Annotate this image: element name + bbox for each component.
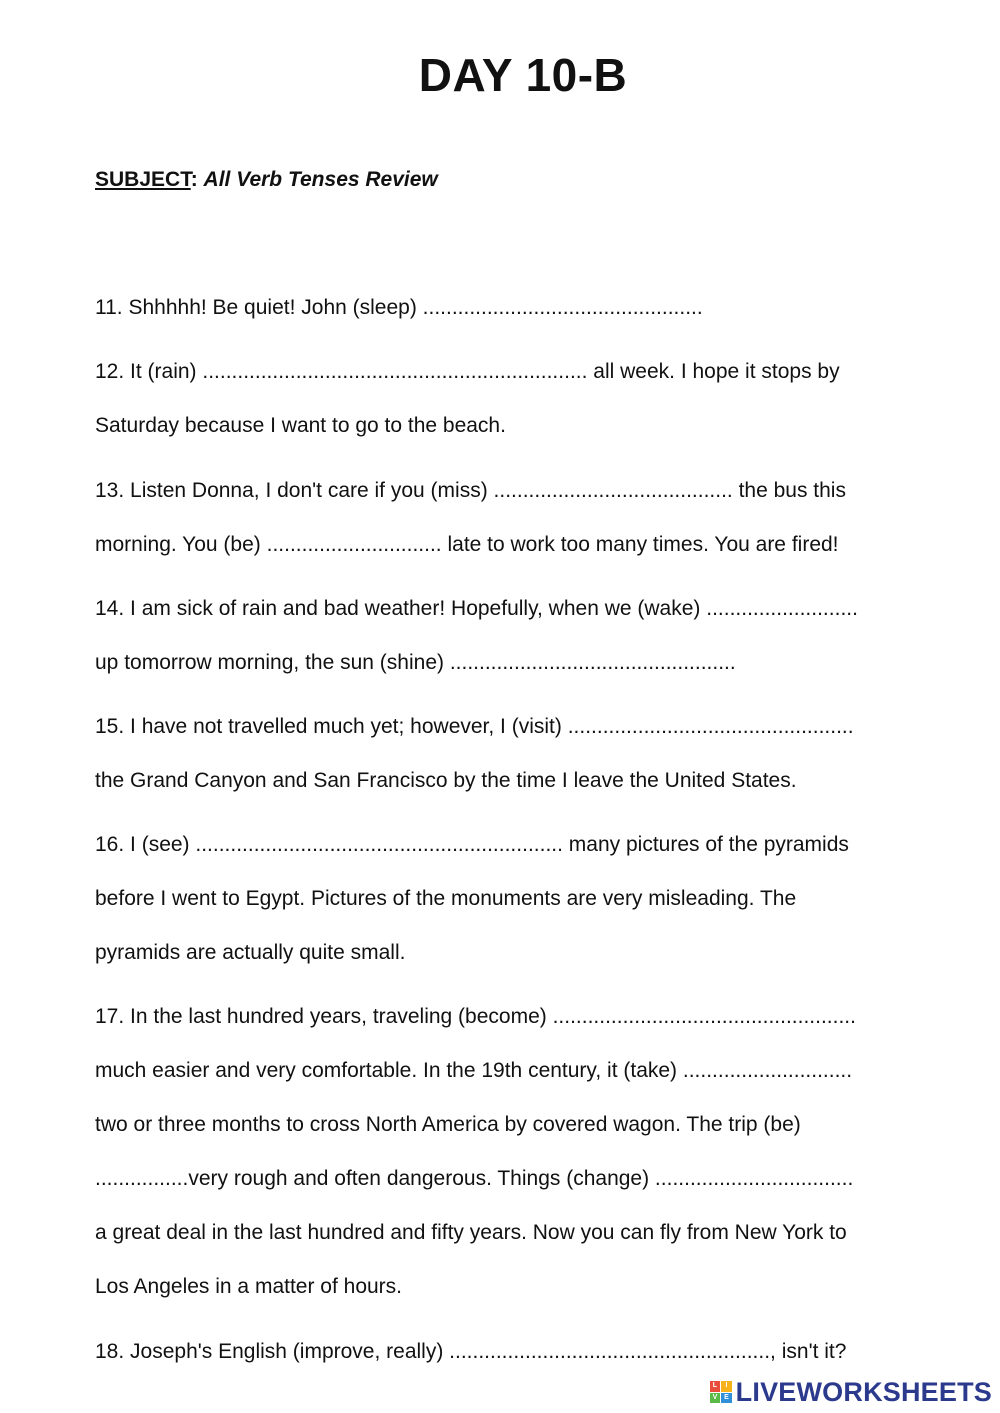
- question-16-line-3: pyramids are actually quite small.: [95, 941, 406, 964]
- liveworksheets-logo[interactable]: [710, 1377, 992, 1407]
- logo-mark-v: V: [710, 1393, 721, 1404]
- question-13-line-2: morning. You (be) .............................. late to work too many times. You are fired!: [95, 533, 839, 556]
- question-17-line-6: Los Angeles in a matter of hours.: [95, 1275, 403, 1298]
- question-17-line-4: ................very rough and often dangerous. Things (change) ..................................: [95, 1167, 854, 1190]
- page-title: DAY 10-B: [418, 49, 628, 101]
- subject-line: [95, 166, 438, 194]
- liveworksheets-logo-icon: [710, 1381, 732, 1403]
- question-11-line: 11. Shhhhh! Be quiet! John (sleep) ................................................: [95, 296, 703, 319]
- question-15-line-2: the Grand Canyon and San Francisco by the time I leave the United States.: [95, 769, 797, 792]
- question-12-line-2: Saturday because I want to go to the beach.: [95, 414, 506, 437]
- question-16-line-1: 16. I (see) ............................................................... many pictures of the pyramids: [95, 833, 849, 856]
- logo-mark-e: E: [721, 1393, 732, 1404]
- question-17-line-1: 17. In the last hundred years, traveling (become) ....................................................: [95, 1005, 856, 1028]
- question-12-line-1: 12. It (rain) .................................................................. all week. I hope it stops by: [95, 360, 840, 383]
- question-18-line-1: 18. Joseph's English (improve, really) ......................................................., isn't it?: [95, 1340, 847, 1363]
- question-14-line-2: up tomorrow morning, the sun (shine) .................................................: [95, 651, 736, 674]
- logo-mark-i: I: [721, 1381, 732, 1392]
- subject-separator: :: [190, 168, 198, 191]
- question-17-line-5: a great deal in the last hundred and fifty years. Now you can fly from New York to: [95, 1221, 847, 1244]
- question-16-line-2: before I went to Egypt. Pictures of the monuments are very misleading. The: [95, 887, 797, 910]
- liveworksheets-logo-text: LIVEWORKSHEETS: [735, 1377, 992, 1407]
- question-15-line-1: 15. I have not travelled much yet; however, I (visit) .................................................: [95, 715, 854, 738]
- subject-value: All Verb Tenses Review: [203, 168, 438, 191]
- question-14-line-1: 14. I am sick of rain and bad weather! Hopefully, when we (wake) ..........................: [95, 597, 858, 620]
- question-13-line-1: 13. Listen Donna, I don't care if you (miss) ......................................... the bus this: [95, 479, 846, 502]
- subject-label: SUBJECT: [95, 168, 191, 191]
- question-17-line-2: much easier and very comfortable. In the 19th century, it (take) .............................: [95, 1059, 853, 1082]
- question-17-line-3: two or three months to cross North America by covered wagon. The trip (be): [95, 1113, 801, 1136]
- logo-mark-l: L: [710, 1381, 721, 1392]
